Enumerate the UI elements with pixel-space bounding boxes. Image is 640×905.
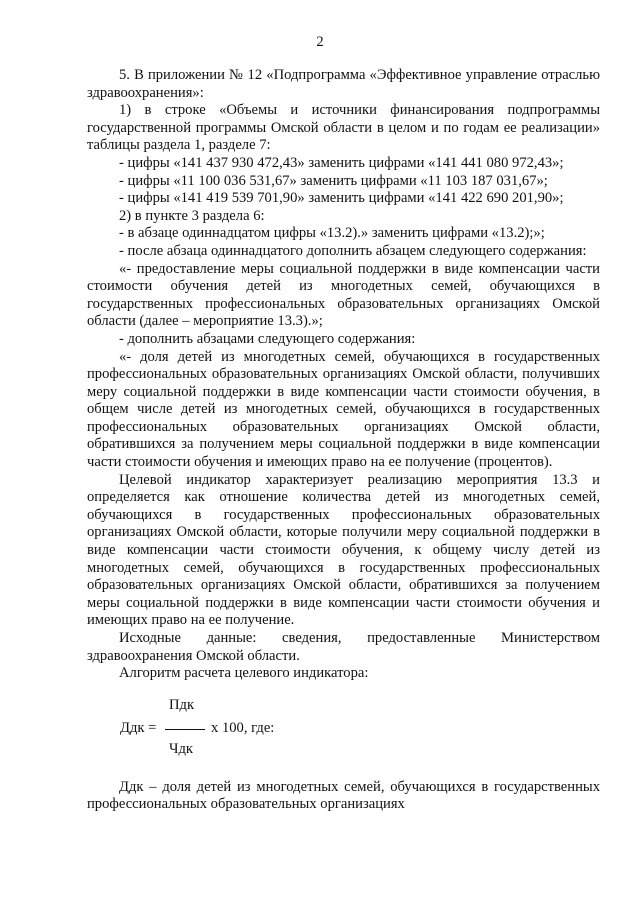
paragraph-quote-share: «- доля детей из многодетных семей, обучающихся в государственных профессиональных образовательных организациях Омской области, получивших меру социальной поддержки в виде компенсации части стоимости обучения, в общем числе детей из многодетных семей, обучающихся в государственных профессиональных образовательных организациях Омской области, обратившихся за получением меры социальной поддержки в виде компенсации части стоимости обучения и имеющих право на ее получение (процентов). bbox=[87, 348, 600, 471]
paragraph-after-abzac: - после абзаца одиннадцатого дополнить абзацем следующего содержания: bbox=[119, 242, 587, 259]
formula-denominator: Чдк bbox=[169, 740, 193, 757]
formula-rhs: х 100, где: bbox=[211, 719, 275, 736]
paragraph-source-data: Исходные данные: сведения, предоставленные Министерством здравоохранения Омской области. bbox=[87, 630, 600, 664]
paragraph-subitem-1: 1) в строке «Объемы и источники финансирования подпрограммы государственной программы Омской области в целом и по годам ее реализации» таблицы раздела 1, разделе 7: bbox=[87, 102, 600, 154]
paragraph-item-5: 5. В приложении № 12 «Подпрограмма «Эффективное управление отраслью здравоохранения»: bbox=[87, 67, 600, 101]
paragraph-abzac-11: - в абзаце одиннадцатом цифры «13.2).» заменить цифрами «13.2);»; bbox=[119, 225, 545, 242]
paragraph-target-indicator: Целевой индикатор характеризует реализацию мероприятия 13.3 и определяется как отношение количества детей из многодетных семей, обучающихся в государственных профессиональных образовательных организациях Омской области, которые получили меру социальной поддержки в виде компенсации части стоимости обучения, к общему числу детей из многодетных семей, обучающихся в государственных профессиональных образовательных организациях Омской области, обратившихся за получением меры социальной поддержки в виде компенсации части стоимости обучения и имеющих право на ее получение. bbox=[87, 471, 600, 629]
page-number: 2 bbox=[316, 34, 324, 50]
paragraph-replace-2: - цифры «11 100 036 531,67» заменить цифрами «11 103 187 031,67»; bbox=[119, 172, 548, 189]
paragraph-subitem-2: 2) в пункте 3 раздела 6: bbox=[119, 207, 265, 224]
formula-fraction-bar bbox=[165, 729, 205, 730]
paragraph-quote-measure: «- предоставление меры социальной поддержки в виде компенсации части стоимости обучения детей из многодетных семей, обучающихся в государственных профессиональных образовательных организациях Омской области (далее – мероприятие 13.3).»; bbox=[87, 260, 600, 330]
paragraph-replace-1: - цифры «141 437 930 472,43» заменить цифрами «141 441 080 972,43»; bbox=[119, 154, 564, 171]
paragraph-replace-3: - цифры «141 419 539 701,90» заменить цифрами «141 422 690 201,90»; bbox=[119, 190, 564, 207]
formula-lhs: Ддк = bbox=[120, 719, 157, 736]
paragraph-definition-ddk: Ддк – доля детей из многодетных семей, обучающихся в государственных профессиональных образовательных организациях bbox=[87, 778, 600, 813]
paragraph-add-abzacs: - дополнить абзацами следующего содержания: bbox=[119, 330, 416, 347]
document-body bbox=[87, 67, 600, 814]
formula bbox=[87, 697, 600, 761]
formula-numerator: Пдк bbox=[169, 696, 195, 713]
paragraph-algorithm: Алгоритм расчета целевого индикатора: bbox=[119, 665, 369, 682]
